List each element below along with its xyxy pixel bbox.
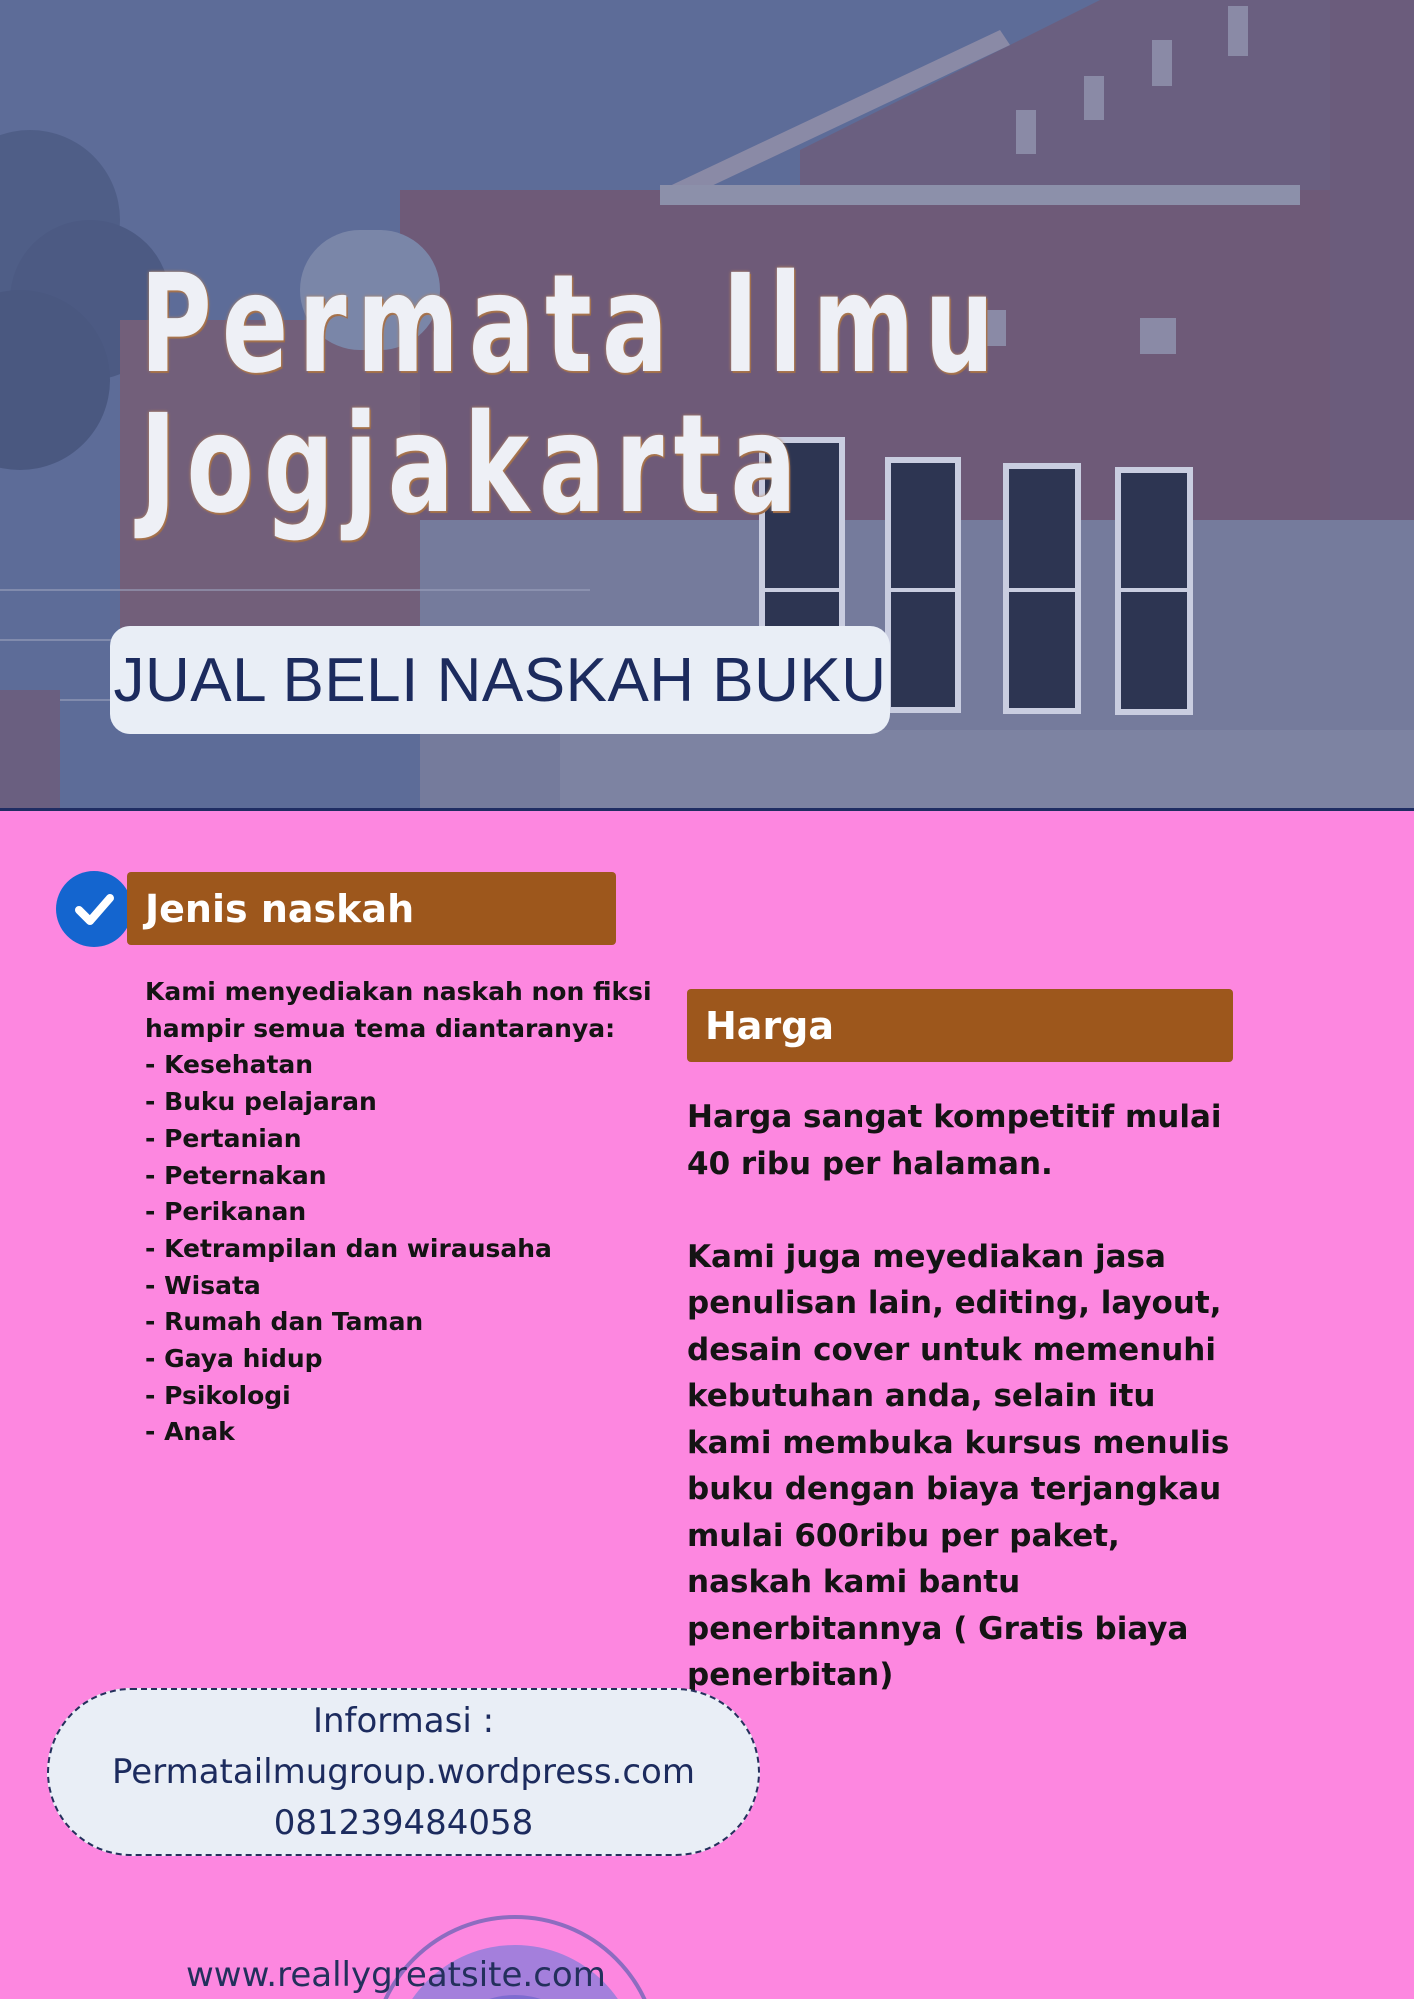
- list-item: - Buku pelajaran: [145, 1087, 377, 1117]
- jenis-intro-line1: Kami menyediakan naskah non fiksi: [145, 977, 652, 1006]
- list-item: - Rumah dan Taman: [145, 1307, 424, 1337]
- jenis-intro-line2: hampir semua tema diantaranya:: [145, 1013, 616, 1043]
- hero-title: [140, 246, 1005, 544]
- info-phone: 081239484058: [273, 1802, 534, 1843]
- list-item: - Kesehatan: [145, 1050, 314, 1080]
- list-item: - Wisata: [145, 1270, 261, 1300]
- info-website-link[interactable]: Permatailmugroup.wordpress.com: [112, 1751, 695, 1792]
- tagline-box: JUAL BELI NASKAH BUKU: [110, 626, 890, 734]
- info-label: Informasi :: [312, 1700, 495, 1741]
- footer-website-link[interactable]: www.reallygreatsite.com: [186, 1955, 606, 1995]
- hero-banner: [0, 0, 1414, 811]
- check-mark-icon: [71, 886, 117, 932]
- hero-title-line1: Permata Ilmu: [140, 246, 1005, 404]
- harga-description: [687, 1094, 1247, 1745]
- list-item: - Anak: [145, 1417, 235, 1447]
- list-item: - Peternakan: [145, 1160, 327, 1190]
- jenis-naskah-list: [145, 974, 665, 1451]
- list-item: - Gaya hidup: [145, 1344, 323, 1374]
- list-item: - Psikologi: [145, 1380, 291, 1410]
- list-item: - Pertanian: [145, 1123, 302, 1153]
- list-item: - Perikanan: [145, 1197, 307, 1227]
- harga-heading: Harga: [687, 989, 1233, 1062]
- check-circle-icon: [56, 871, 132, 947]
- harga-paragraph-services: Kami juga meyediakan jasa penulisan lain, editing, layout, desain cover untuk memenuhi kebutuhan anda, selain itu kami membuka kursus menulis buku dengan biaya terjangkau mulai 600ribu per paket, naskah kami bantu penerbitannya ( Gratis biaya penerbitan): [687, 1238, 1230, 1693]
- contact-info-box: [47, 1688, 760, 1856]
- harga-paragraph-price: Harga sangat kompetitif mulai 40 ribu per halaman.: [687, 1099, 1222, 1182]
- list-item: - Ketrampilan dan wirausaha: [145, 1233, 552, 1263]
- jenis-naskah-heading: Jenis naskah: [127, 872, 616, 945]
- hero-title-line2: Jogjakarta: [140, 386, 807, 544]
